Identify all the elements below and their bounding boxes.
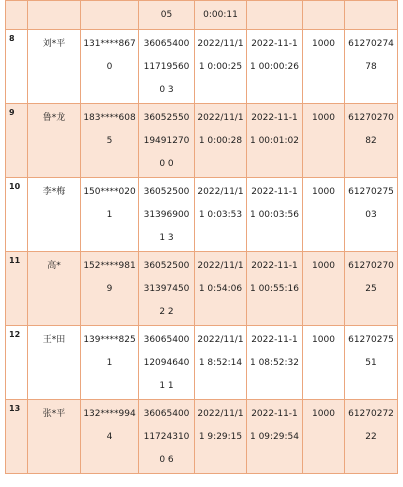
table-row xyxy=(6,400,398,474)
cell-code: 6127027503 xyxy=(345,178,398,252)
cell-id: 36065400120946401 1 xyxy=(139,326,195,400)
cell-date2: 2022-11-1 1 08:52:32 xyxy=(247,326,303,400)
cell-date2: 2022-11-1 1 00:55:16 xyxy=(247,252,303,326)
cell-date2 xyxy=(247,1,303,30)
cell-phone: 132****9944 xyxy=(81,400,139,474)
cell-phone: 131****8670 xyxy=(81,30,139,104)
cell-amount: 1000 xyxy=(303,178,345,252)
cell-code: 6127027222 xyxy=(345,400,398,474)
cell-amount: 1000 xyxy=(303,104,345,178)
cell-name: 张*平 xyxy=(28,400,81,474)
cell-no: 12 xyxy=(6,326,28,400)
cell-phone: 150****0201 xyxy=(81,178,139,252)
cell-code xyxy=(345,1,398,30)
records-table xyxy=(5,0,398,474)
cell-code: 6127027025 xyxy=(345,252,398,326)
cell-code: 6127027082 xyxy=(345,104,398,178)
cell-phone: 152****9819 xyxy=(81,252,139,326)
table-row xyxy=(6,104,398,178)
cell-amount xyxy=(303,1,345,30)
cell-name: 高* xyxy=(28,252,81,326)
cell-date2: 2022-11-1 1 00:03:56 xyxy=(247,178,303,252)
cell-no: 10 xyxy=(6,178,28,252)
cell-name: 鲁*龙 xyxy=(28,104,81,178)
cell-date2: 2022-11-1 1 00:01:02 xyxy=(247,104,303,178)
cell-name: 李*梅 xyxy=(28,178,81,252)
cell-no: 11 xyxy=(6,252,28,326)
cell-id: 36065400117195600 3 xyxy=(139,30,195,104)
cell-no xyxy=(6,1,28,30)
cell-id: 36052550194912700 0 xyxy=(139,104,195,178)
table-row xyxy=(6,30,398,104)
cell-date2: 2022-11-1 1 09:29:54 xyxy=(247,400,303,474)
cell-no: 13 xyxy=(6,400,28,474)
cell-amount: 1000 xyxy=(303,30,345,104)
table-row xyxy=(6,252,398,326)
cell-phone: 139****8251 xyxy=(81,326,139,400)
table-row xyxy=(6,178,398,252)
cell-date1: 2022/11/1 1 0:00:28 xyxy=(195,104,247,178)
cell-date1: 2022/11/1 1 0:00:25 xyxy=(195,30,247,104)
records-table-body xyxy=(6,1,398,474)
cell-date1: 2022/11/1 1 8:52:14 xyxy=(195,326,247,400)
cell-date2: 2022-11-1 1 00:00:26 xyxy=(247,30,303,104)
cell-date1: 2022/11/1 1 0:03:53 xyxy=(195,178,247,252)
cell-amount: 1000 xyxy=(303,252,345,326)
cell-no: 8 xyxy=(6,30,28,104)
cell-code: 6127027478 xyxy=(345,30,398,104)
cell-name: 王*田 xyxy=(28,326,81,400)
cell-phone: 183****6085 xyxy=(81,104,139,178)
cell-date1: 0:00:11 xyxy=(195,1,247,30)
cell-code: 6127027551 xyxy=(345,326,398,400)
cell-phone xyxy=(81,1,139,30)
cell-date1: 2022/11/1 1 9:29:15 xyxy=(195,400,247,474)
cell-date1: 2022/11/1 1 0:54:06 xyxy=(195,252,247,326)
cell-name: 刘*平 xyxy=(28,30,81,104)
table-row xyxy=(6,326,398,400)
cell-id: 36065400117243100 6 xyxy=(139,400,195,474)
cell-id: 36052500313974502 2 xyxy=(139,252,195,326)
cell-id: 05 xyxy=(139,1,195,30)
cell-name xyxy=(28,1,81,30)
cell-amount: 1000 xyxy=(303,400,345,474)
table-row-partial xyxy=(6,1,398,30)
cell-no: 9 xyxy=(6,104,28,178)
cell-id: 36052500313969001 3 xyxy=(139,178,195,252)
cell-amount: 1000 xyxy=(303,326,345,400)
